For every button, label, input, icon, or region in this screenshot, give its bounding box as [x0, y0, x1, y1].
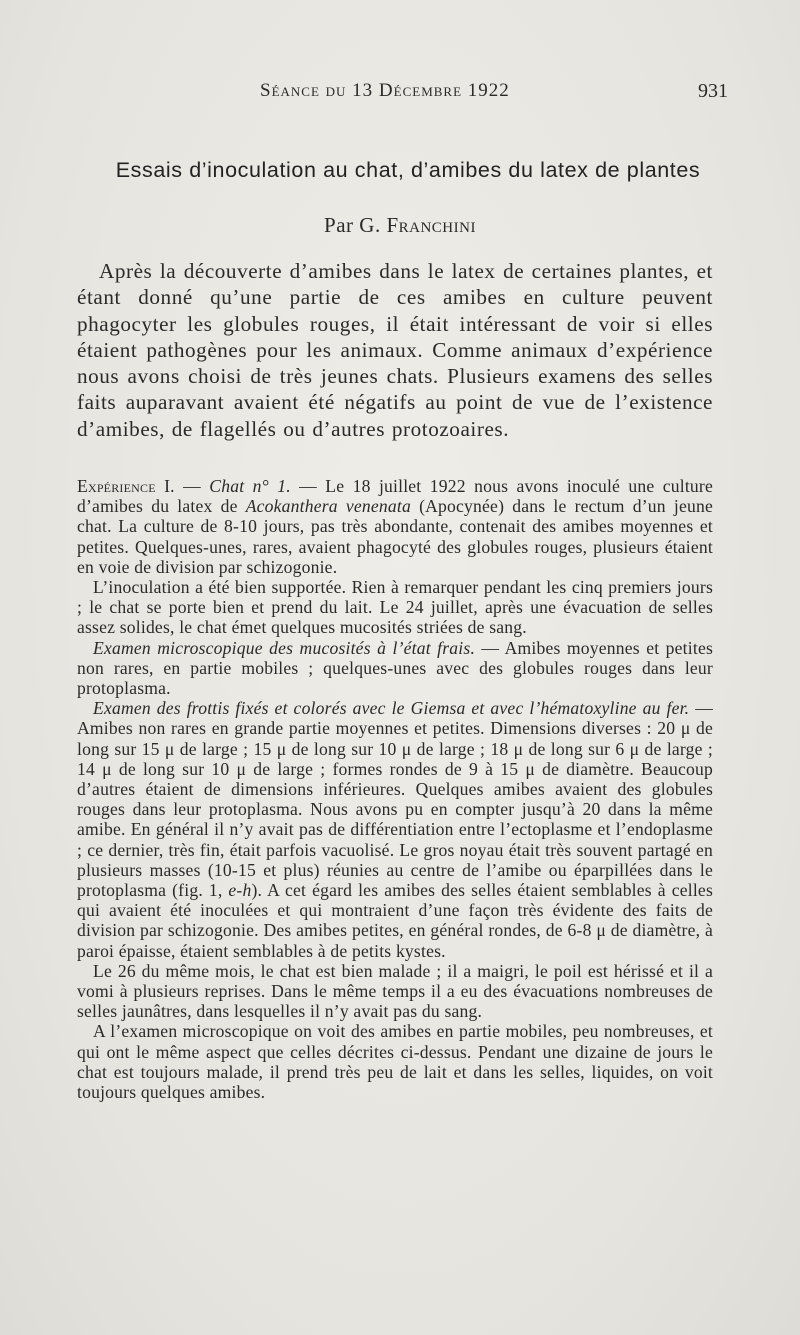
- experiment-section: [77, 476, 713, 1102]
- running-head-title: Séance du 13 Décembre 1922: [260, 80, 510, 101]
- intro-paragraph: Après la découverte d’amibes dans le latex de certaines plantes, et étant donné qu’une partie de ces amibes en culture peuvent phagocyter les globules rouges, il était intéressant de voir si elles étaient pathogènes pour les animaux. Comme animaux d’expérience nous avons choisi de très jeunes chats. Plusieurs examens des selles faits auparavant avaient été négatifs au point de vue de l’existence d’amibes, de flagellés ou d’autres protozoaires.: [77, 259, 713, 441]
- intro-section: [77, 258, 713, 442]
- final-paragraph: A l’examen microscopique on voit des amibes en partie mobiles, peu nombreuses, et qui ont le même aspect que celles décrites ci-dessus. Pendant une dizaine de jours le chat est toujours malade, il prend très peu de lait et dans les selles, liquides, on voit toujours quelques amibes.: [77, 1021, 713, 1103]
- author-prefix: Par G.: [324, 213, 387, 237]
- experience-text-a: — Le 18 juillet 1922 nous avons inoculé une culture d’amibes du latex de: [77, 476, 713, 517]
- exam-fresh-text: — Amibes moyennes et petites non rares, en partie mobiles ; quelques-unes avec des globules rouges dans leur protoplasma.: [77, 637, 714, 699]
- exam-fresh-paragraph: [77, 638, 713, 699]
- inoculation-paragraph: L’inoculation a été bien supportée. Rien à remarquer pendant les cinq premiers jours ; le chat se porte bien et prend du lait. Le 24 juillet, après une évacuation de selles assez solides, le chat émet quelques mucosités striées de sang.: [77, 577, 713, 638]
- experience-dash: —: [174, 476, 210, 496]
- experience-label: Expérience I.: [77, 476, 175, 496]
- article-author: [0, 213, 800, 238]
- article-title: Essais d’inoculation au chat, d’amibes du latex de plantes: [115, 158, 701, 182]
- figure-reference: e-h: [228, 880, 252, 901]
- day-26-paragraph: Le 26 du même mois, le chat est bien malade ; il a maigri, le poil est hérissé et il a vomi à plusieurs reprises. Dans le même temps il a eu des évacuations nombreuses de selles jaunâtres, dans lesquelles il n’y avait pas du sang.: [77, 960, 713, 1022]
- page-number: 931: [698, 80, 728, 102]
- exam-fixed-paragraph: [77, 698, 713, 961]
- exam-fixed-text-a: — Amibes non rares en grande partie moyennes et petites. Dimensions diverses : 20 μ de long sur 15 μ de large ; 15 μ de long sur 10 μ de large ; 18 μ de long sur 6 μ de large ; 14 μ de long sur 10 μ de large ; formes rondes de 9 à 15 μ de diamètre. Beaucoup d’autres étaient de dimensions inférieures. Quelques amibes avaient des globules rouges dans leur protoplasma. Nous avons pu en compter jusqu’à 20 dans la même amibe. En général il n’y avait pas de différentiation entre l’ectoplasme et l’endoplasme ; ce dernier, très fin, était parfois vacuolisé. Le gros noyau était très souvent partagé en plusieurs masses (10-15 et plus) réunies au centre de l’amibe ou éparpillées dans le protoplasma (fig. 1,: [77, 698, 713, 901]
- exam-fixed-heading: Examen des frottis fixés et colorés avec le Giemsa et avec l’hématoxyline au fer.: [93, 698, 690, 719]
- running-head: [0, 80, 800, 110]
- experience-subject: Chat n° 1.: [209, 476, 291, 496]
- exam-fixed-text-b: ). A cet égard les amibes des selles étaient semblables à celles qui avaient été inoculées et qui montraient d’une façon très évidente des faits de division par schizogonie. Des amibes petites, en général rondes, de 6-8 μ de diamètre, à paroi épaisse, étaient semblables à de petits kystes.: [77, 880, 713, 961]
- species-name: Acokanthera venenata: [245, 496, 411, 517]
- experience-text-b: (Apocynée) dans le rectum d’un jeune chat. La culture de 8-10 jours, pas très abondante, contenait des amibes moyennes et petites. Quelques-unes, rares, avaient phagocyté des globules rouges, plusieurs étaient en voie de division par schizogonie.: [77, 496, 713, 577]
- author-name: Franchini: [386, 213, 476, 237]
- exam-fresh-heading: Examen microscopique des mucosités à l’état frais.: [93, 637, 476, 658]
- experience-paragraph: [77, 476, 713, 577]
